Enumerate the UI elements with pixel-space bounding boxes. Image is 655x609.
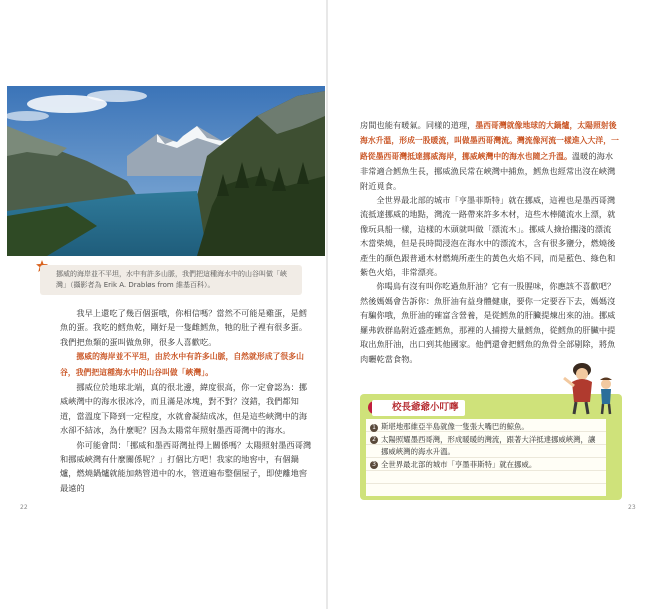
tip-text: 太陽照耀墨西哥灣，形成暖暖的灣流，跟著大洋抵達挪威峽灣，讓挪威峽灣的海水升溫。 — [381, 434, 596, 456]
fjord-photo — [7, 86, 325, 256]
tip-title: 校長爺爺小叮嚀 — [372, 400, 465, 416]
paragraph — [60, 306, 315, 349]
text-run: 挪威位於地球北端，真的很北邊，緯度很高，你一定會認為：挪威峽灣中的海水很冰冷，而且滿是冰塊，對不對？沒錯，我們都知道，當溫度下降到一定程度，水就會凝結成冰，但是這些峽灣中的海水卻不結冰，為什麼呢？因為太陽常年照射墨西哥灣中的海水。 — [60, 382, 308, 436]
text-run: 你喝鳥有沒有叫你吃過魚肝油？它有一股腥味，你應該不喜歡吧？然後媽媽會告訴你：魚肝油有益身體健康，要你一定要吞下去，媽媽沒有騙你哦，魚肝油的確富含營養，是從鱈魚的肝臟提煉出來的油。挪威羅弗敦群島附近盛產鱈魚，那裡的人捕撈大量鱈魚，從鱈魚的肝臟中提取出魚肝油，出口到其他國家。他們還會把鱈魚的魚骨全部剔除，將魚肉曬乾當食物。 — [360, 281, 616, 364]
text-run: 全世界最北部的城市「亨墨菲斯特」就在挪威，這裡也是墨西哥灣流抵達挪威的地點，灣流一路帶來許多木材，這些木棒隨流水上漂，就像玩具船一樣，這樣的木頭就叫做「漂流木」。挪威人撿拾擱淺的漂流木當柴燒，但是長時間浸泡在海水中的漂流木，含有很多鹽分，燃燒後產生的顏色跟普通木材燃燒所產生的黃色火焰不同，而是藍色、綠色和紫色火焰，非常漂亮。 — [360, 195, 616, 278]
tip-item — [370, 434, 602, 459]
text-run: 你可能會問：「挪威和墨西哥灣扯得上關係嗎？太陽照射墨西哥灣和挪威峽灣有什麼關係呢？」打個比方吧！我家的地窖中，有個鍋爐，燃燒鍋爐就能加熱管道中的水，管道遍布整個屋子，即使離地窖最遠的 — [60, 439, 312, 493]
tip-number: 3 — [370, 461, 378, 469]
left-body-text — [60, 306, 315, 495]
tip-list — [370, 421, 602, 471]
text-run: 我早上還吃了幾百個蛋哦，你相信嗎？當然不可能是雞蛋，是鱈魚的蛋。我吃的鱈魚乾，剛好是一隻雌鱈魚，牠的肚子裡有很多蛋。我們把魚類的蛋叫做魚卵，很多人喜歡吃。 — [60, 308, 308, 347]
tip-number: 1 — [370, 424, 378, 432]
tip-text: 全世界最北部的城市「亨墨菲斯特」就在挪威。 — [381, 459, 537, 469]
tip-item — [370, 459, 602, 472]
tip-item — [370, 421, 602, 434]
paragraph — [360, 118, 619, 193]
page-number-right: 23 — [628, 504, 636, 511]
paragraph — [60, 438, 315, 496]
text-run: 房間也能有暖氣。同樣的道理， — [360, 120, 476, 130]
right-body-text — [360, 118, 619, 366]
paragraph — [60, 349, 315, 380]
paragraph — [60, 380, 315, 438]
text-run: 溫暖的海水非常適合鱈魚生長，挪威漁民常在峽灣中捕魚，鱈魚也經常出沒在峽灣附近覓食。 — [360, 150, 616, 191]
tip-text: 斯堪地那維亞半島就像一隻張大嘴巴的鯨魚。 — [381, 422, 529, 431]
highlighted-text: 墨西哥灣就像地球的大鍋爐，太陽照射後海水升溫，形成一股暖流，叫做墨西哥灣流。灣流像河流一樣進入大洋，一路從墨西哥灣抵達挪威海岸，挪威峽灣中的海水也隨之升溫。 — [360, 121, 619, 161]
photo-caption: 挪威的海岸並不平坦，水中有許多山脈，我們把這種海水中的山谷叫做「峽灣」（攝影者為 Erik A. Drabløs from 維基百科）。 — [56, 270, 287, 289]
page-gutter — [326, 0, 328, 609]
page-number-left: 22 — [20, 504, 28, 511]
tip-number: 2 — [370, 436, 378, 444]
paragraph — [360, 279, 619, 365]
paragraph — [360, 193, 619, 279]
grandpa-and-child-illustration — [560, 356, 628, 416]
highlighted-text: 挪威的海岸並不平坦，由於水中有許多山脈，自然就形成了很多山谷，我們把這種海水中的山谷叫做「峽灣」。 — [60, 352, 304, 377]
